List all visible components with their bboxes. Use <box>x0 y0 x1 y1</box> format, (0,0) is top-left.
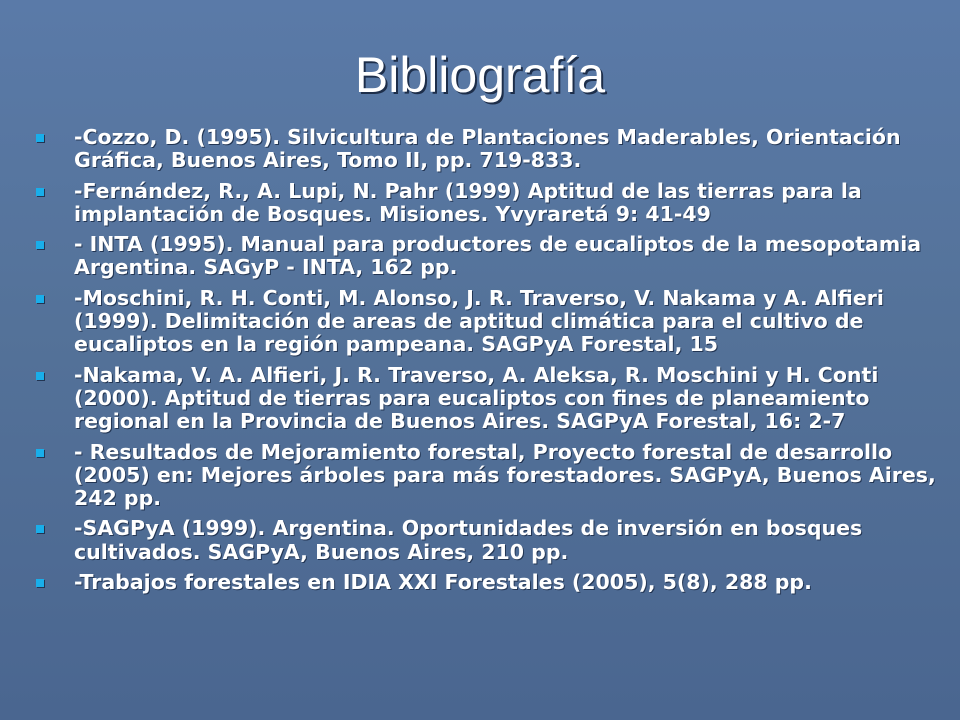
reference-text: -Moschini, R. H. Conti, M. Alonso, J. R. Traverso, V. Nakama y A. Alfieri (1999). Delimitación de areas de aptitud climática para el cultivo de eucaliptos en la región pampeana. SAGPyA Forestal, 15 <box>74 285 884 357</box>
bullet-icon <box>36 525 44 533</box>
reference-text: - INTA (1995). Manual para productores de eucaliptos de la mesopotamia Argentina. SAGyP - INTA, 162 pp. <box>74 232 922 280</box>
reference-item <box>36 571 936 594</box>
bullet-icon <box>36 579 44 587</box>
reference-item <box>36 180 936 227</box>
reference-text: -Nakama, V. A. Alfieri, J. R. Traverso, A. Aleksa, R. Moschini y H. Conti (2000). Aptitud de tierras para eucaliptos con fines de planeamiento regional en la Provincia de Buenos Aires. SAGPyA Forestal, 16: 2-7 <box>74 362 879 434</box>
bullet-icon <box>36 372 44 380</box>
reference-item <box>36 233 936 280</box>
reference-text: -Cozzo, D. (1995). Silvicultura de Plantaciones Maderables, Orientación Gráfica, Buenos Aires, Tomo II, pp. 719-833. <box>74 125 901 173</box>
reference-item <box>36 126 936 173</box>
bullet-icon <box>36 188 44 196</box>
reference-item <box>36 287 936 357</box>
reference-text: -Trabajos forestales en IDIA XXI Forestales (2005), 5(8), 288 pp. <box>74 570 812 595</box>
reference-text: -Fernández, R., A. Lupi, N. Pahr (1999) Aptitud de las tierras para la implantación de Bosques. Misiones. Yvyraretá 9: 41-49 <box>74 178 862 226</box>
bullet-icon <box>36 449 44 457</box>
bullet-icon <box>36 295 44 303</box>
reference-text: - Resultados de Mejoramiento forestal, Proyecto forestal de desarrollo (2005) en: Mejores árboles para más forestadores. SAGPyA, Buenos Aires, 242 pp. <box>74 439 936 511</box>
reference-list <box>36 126 936 601</box>
reference-item <box>36 517 936 564</box>
slide-title: Bibliografía <box>354 47 606 103</box>
bullet-icon <box>36 134 44 142</box>
reference-text: -SAGPyA (1999). Argentina. Oportunidades de inversión en bosques cultivados. SAGPyA, Buenos Aires, 210 pp. <box>74 516 863 564</box>
bullet-icon <box>36 241 44 249</box>
reference-item <box>36 441 936 511</box>
reference-item <box>36 364 936 434</box>
